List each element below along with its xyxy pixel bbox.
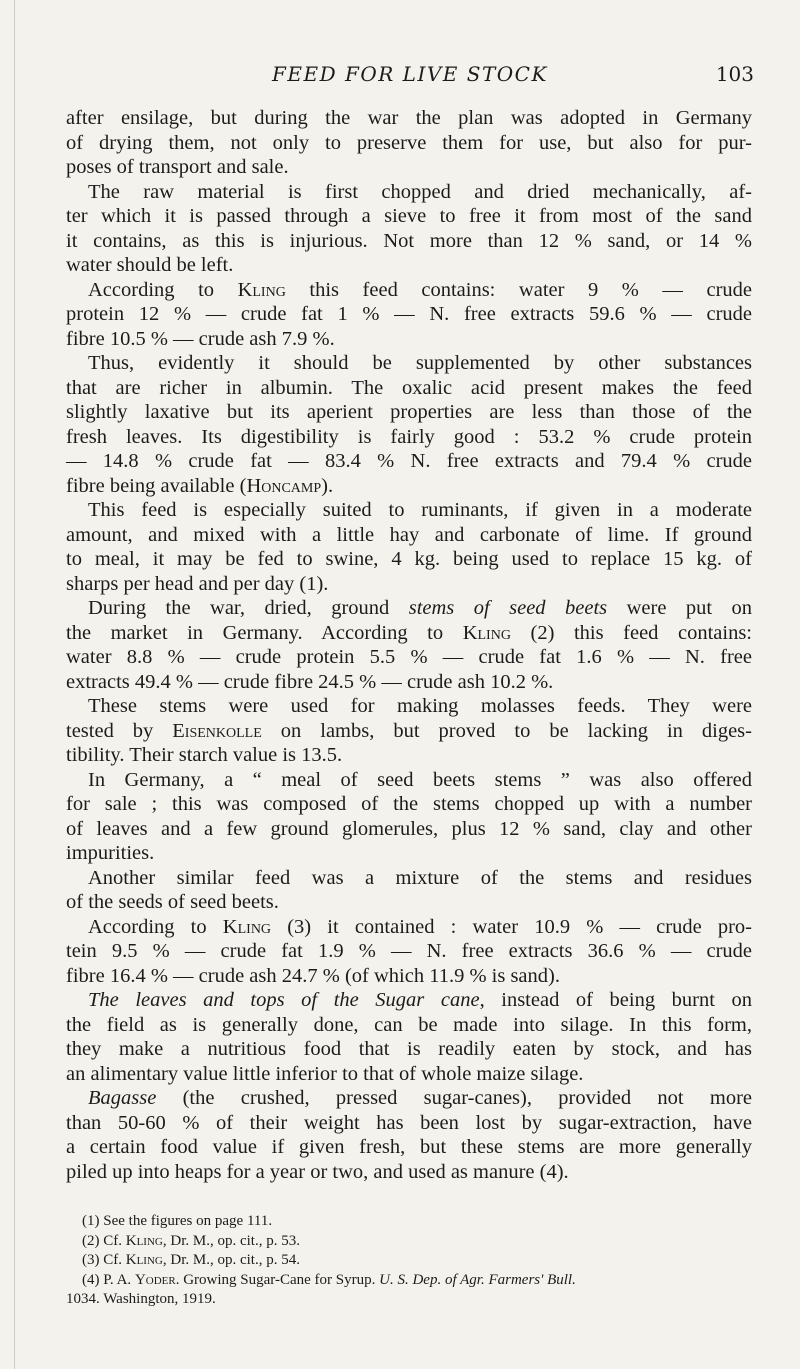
text-line: of leaves and a few ground glomerules, plus 12 % sand, clay and other	[66, 817, 752, 840]
text-line: tein 9.5 % — crude fat 1.9 % — N. free extracts 36.6 % — crude	[66, 940, 752, 962]
text-line	[66, 621, 752, 646]
text-run: (2) Cf.	[82, 1232, 126, 1249]
footnotes	[66, 1212, 752, 1310]
text-run: on lambs, but proved to be lacking in diges-	[261, 719, 752, 742]
text-line	[66, 1086, 752, 1111]
text-line: they make a nutritious food that is readily eaten by stock, and has	[66, 1038, 752, 1060]
text-run: According to	[88, 278, 238, 301]
text-line: of the seeds of seed beets.	[66, 891, 279, 913]
text-line: an alimentary value little inferior to that of whole maize silage.	[66, 1062, 584, 1085]
text-line: impurities.	[66, 842, 155, 864]
text-run: , Dr. M., op. cit., p. 53.	[162, 1232, 300, 1249]
text-run: (3) Cf.	[82, 1252, 126, 1268]
text-run: (the crushed, pressed sugar-canes), provided not more	[156, 1087, 752, 1109]
text-line: after ensilage, but during the war the plan was adopted in Germany	[66, 107, 752, 129]
page-number: 103	[715, 62, 754, 86]
footnote-2	[82, 1232, 752, 1252]
text-line: This feed is especially suited to ruminants, if given in a moderate	[88, 499, 752, 521]
text-line: the field as is generally done, can be made into silage. In this form,	[66, 1013, 752, 1036]
footnote-3	[82, 1251, 752, 1271]
text-line: poses of transport and sale.	[66, 156, 289, 178]
text-line: sharps per head and per day (1).	[66, 572, 329, 595]
footnote-4	[82, 1271, 752, 1291]
footnote-1: (1) See the figures on page 111.	[82, 1213, 273, 1229]
footnote-4-continuation: 1034. Washington, 1919.	[66, 1291, 216, 1307]
text-line: Thus, evidently it should be supplemented by other substances	[88, 352, 752, 374]
text-line: water 8.8 % — crude protein 5.5 % — crude fat 1.6 % — N. free	[66, 646, 752, 668]
text-run: ).	[321, 474, 334, 497]
text-line: — 14.8 % crude fat — 83.4 % N. free extracts and 79.4 % crude	[66, 450, 752, 472]
text-line	[66, 988, 752, 1013]
author-name: Kling	[125, 1232, 163, 1249]
italic-term: The leaves and tops of the Sugar cane	[88, 989, 480, 1011]
text-run: , instead of being burnt on	[479, 989, 752, 1011]
text-run: fibre being available (	[66, 474, 247, 497]
text-line	[66, 915, 752, 940]
text-run: . Growing Sugar-Cane for Syrup.	[175, 1271, 380, 1288]
author-name: Kling	[125, 1252, 163, 1268]
text-run: During the war, dried, ground	[88, 597, 409, 619]
running-head	[66, 62, 754, 90]
text-line: of drying them, not only to preserve them for use, but also for pur-	[66, 131, 752, 154]
text-line: slightly laxative but its aperient properties are less than those of the	[66, 401, 752, 423]
page-edge-line	[14, 0, 15, 1369]
italic-term: Bagasse	[88, 1087, 157, 1109]
running-title: FEED FOR LIVE STOCK	[272, 62, 548, 86]
text-line: amount, and mixed with a little hay and carbonate of lime. If ground	[66, 523, 752, 546]
text-line: tibility. Their starch value is 13.5.	[66, 744, 343, 766]
author-name: Kling	[222, 915, 272, 938]
text-run: tested by	[66, 719, 173, 742]
text-run: this feed contains: water 9 % — crude	[285, 278, 752, 301]
text-line: a certain food value if given fresh, but these stems are more generally	[66, 1136, 752, 1158]
text-line: piled up into heaps for a year or two, and used as manure (4).	[66, 1160, 569, 1183]
text-line: ter which it is passed through a sieve to free it from most of the sand	[66, 205, 752, 227]
text-run: were put on	[607, 597, 753, 619]
italic-citation: U. S. Dep. of Agr. Farmers' Bull.	[379, 1271, 576, 1288]
text-line: that are richer in albumin. The oxalic acid present makes the feed	[66, 376, 752, 399]
body-text	[66, 106, 752, 1184]
text-line: to meal, it may be fed to swine, 4 kg. being used to replace 15 kg. of	[66, 548, 752, 570]
author-name: Yoder	[134, 1271, 176, 1288]
text-line	[66, 596, 752, 621]
text-line: than 50-60 % of their weight has been lost by sugar-extraction, have	[66, 1111, 752, 1134]
text-run: (2) this feed contains:	[510, 621, 752, 644]
author-name: Kling	[462, 621, 511, 644]
italic-term: stems of seed beets	[408, 597, 608, 619]
author-name: Eisenkolle	[172, 719, 262, 742]
text-line: fibre 10.5 % — crude ash 7.9 %.	[66, 327, 335, 350]
author-name: Honcamp	[246, 474, 322, 497]
text-line: protein 12 % — crude fat 1 % — N. free extracts 59.6 % — crude	[66, 303, 752, 325]
text-line: fibre 16.4 % — crude ash 24.7 % (of which 11.9 % is sand).	[66, 964, 560, 987]
text-line: for sale ; this was composed of the stems chopped up with a number	[66, 793, 752, 815]
text-run: (3) it contained : water 10.9 % — crude pro-	[271, 915, 752, 938]
author-name: Kling	[237, 278, 286, 301]
text-line: Another similar feed was a mixture of the stems and residues	[88, 866, 752, 889]
text-line: it contains, as this is injurious. Not more than 12 % sand, or 14 %	[66, 229, 752, 252]
text-line: water should be left.	[66, 254, 234, 276]
text-run: According to	[88, 915, 223, 938]
text-line	[66, 719, 752, 744]
text-line	[66, 474, 752, 499]
text-line: extracts 49.4 % — crude fibre 24.5 % — crude ash 10.2 %.	[66, 670, 554, 693]
text-line: In Germany, a “ meal of seed beets stems ” was also offered	[88, 768, 752, 791]
text-line: fresh leaves. Its digestibility is fairly good : 53.2 % crude protein	[66, 425, 752, 448]
text-line: These stems were used for making molasses feeds. They were	[88, 695, 752, 717]
text-line	[66, 278, 752, 303]
text-run: the market in Germany. According to	[66, 621, 463, 644]
text-run: (4) P. A.	[82, 1271, 135, 1288]
text-run: , Dr. M., op. cit., p. 54.	[162, 1252, 300, 1268]
text-line: The raw material is first chopped and dried mechanically, af-	[88, 180, 752, 203]
